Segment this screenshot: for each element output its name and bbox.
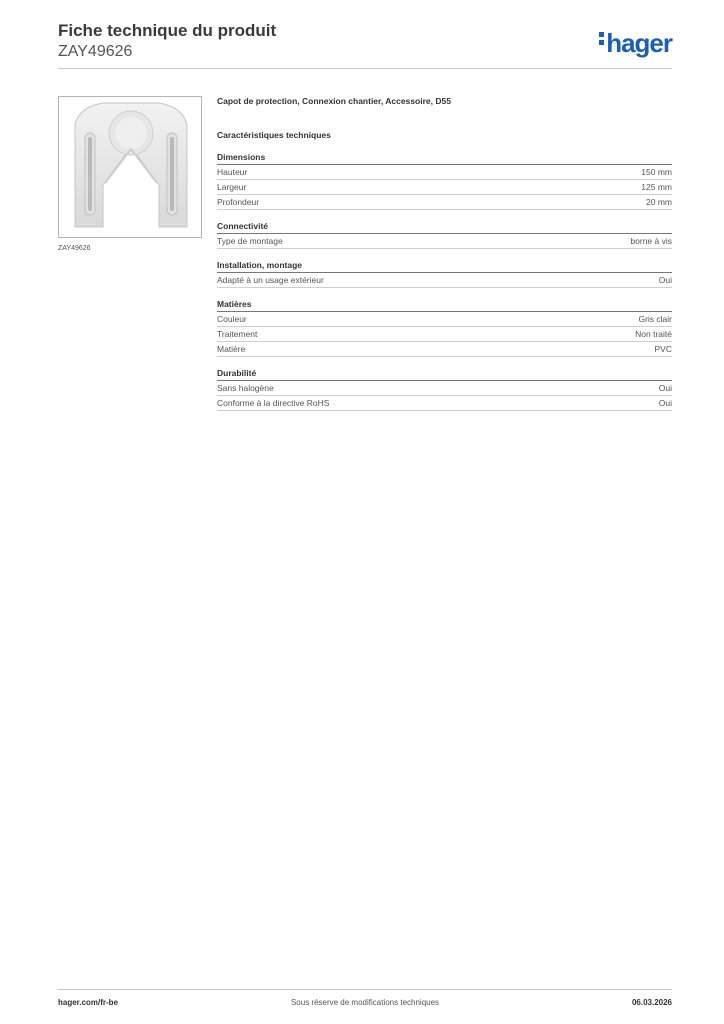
spec-label: Matière xyxy=(217,344,246,354)
spec-label: Hauteur xyxy=(217,167,248,177)
spec-row xyxy=(217,396,672,411)
page-header xyxy=(58,20,672,62)
spec-value: PVC xyxy=(654,344,672,354)
group-title: Installation, montage xyxy=(217,259,672,273)
spec-label: Couleur xyxy=(217,314,247,324)
spec-row xyxy=(217,381,672,396)
page-title: Fiche technique du produit xyxy=(58,21,277,40)
product-code: ZAY49626 xyxy=(58,43,133,60)
spec-value: Oui xyxy=(658,275,672,285)
logo-text: hager xyxy=(606,28,672,58)
spec-value: 20 mm xyxy=(646,197,672,207)
product-details xyxy=(217,96,672,411)
footer-divider xyxy=(58,989,672,990)
product-image xyxy=(58,96,202,238)
image-caption: ZAY49626 xyxy=(58,245,91,252)
group-title: Connectivité xyxy=(217,220,672,234)
spec-row xyxy=(217,312,672,327)
spec-label: Profondeur xyxy=(217,197,260,207)
spec-label: Type de montage xyxy=(217,236,283,246)
group-durabilite xyxy=(217,367,672,411)
spec-value: 150 mm xyxy=(641,167,672,177)
logo-dots-icon xyxy=(599,32,604,48)
header-divider xyxy=(58,68,672,69)
spec-label: Conforme à la directive RoHS xyxy=(217,398,330,408)
spec-row xyxy=(217,180,672,195)
group-connectivite xyxy=(217,220,672,249)
spec-label: Traitement xyxy=(217,329,258,339)
spec-row xyxy=(217,327,672,342)
spec-label: Sans halogène xyxy=(217,383,274,393)
spec-row xyxy=(217,165,672,180)
section-heading: Caractéristiques techniques xyxy=(217,130,331,140)
spec-row xyxy=(217,342,672,357)
hager-logo xyxy=(599,28,672,59)
spec-value: 125 mm xyxy=(641,182,672,192)
spec-value: Oui xyxy=(658,383,672,393)
spec-row xyxy=(217,195,672,210)
product-description: Capot de protection, Connexion chantier, Accessoire, D55 xyxy=(217,96,451,106)
spec-row xyxy=(217,234,672,249)
group-dimensions xyxy=(217,151,672,210)
group-matieres xyxy=(217,298,672,357)
spec-row xyxy=(217,273,672,288)
spec-label: Adapté à un usage extérieur xyxy=(217,275,324,285)
group-installation xyxy=(217,259,672,288)
protective-cap-illustration xyxy=(59,97,201,237)
spec-value: Non traité xyxy=(635,329,672,339)
group-title: Dimensions xyxy=(217,151,672,165)
spec-value: borne à vis xyxy=(630,236,672,246)
footer-website-link[interactable]: hager.com/fr-be xyxy=(58,998,119,1007)
group-title: Durabilité xyxy=(217,367,672,381)
group-title: Matières xyxy=(217,298,672,312)
spec-label: Largeur xyxy=(217,182,247,192)
spec-value: Oui xyxy=(658,398,672,408)
footer-date: 06.03.2026 xyxy=(631,998,672,1007)
spec-value: Gris clair xyxy=(638,314,672,324)
footer-note: Sous réserve de modifications techniques xyxy=(290,998,440,1007)
